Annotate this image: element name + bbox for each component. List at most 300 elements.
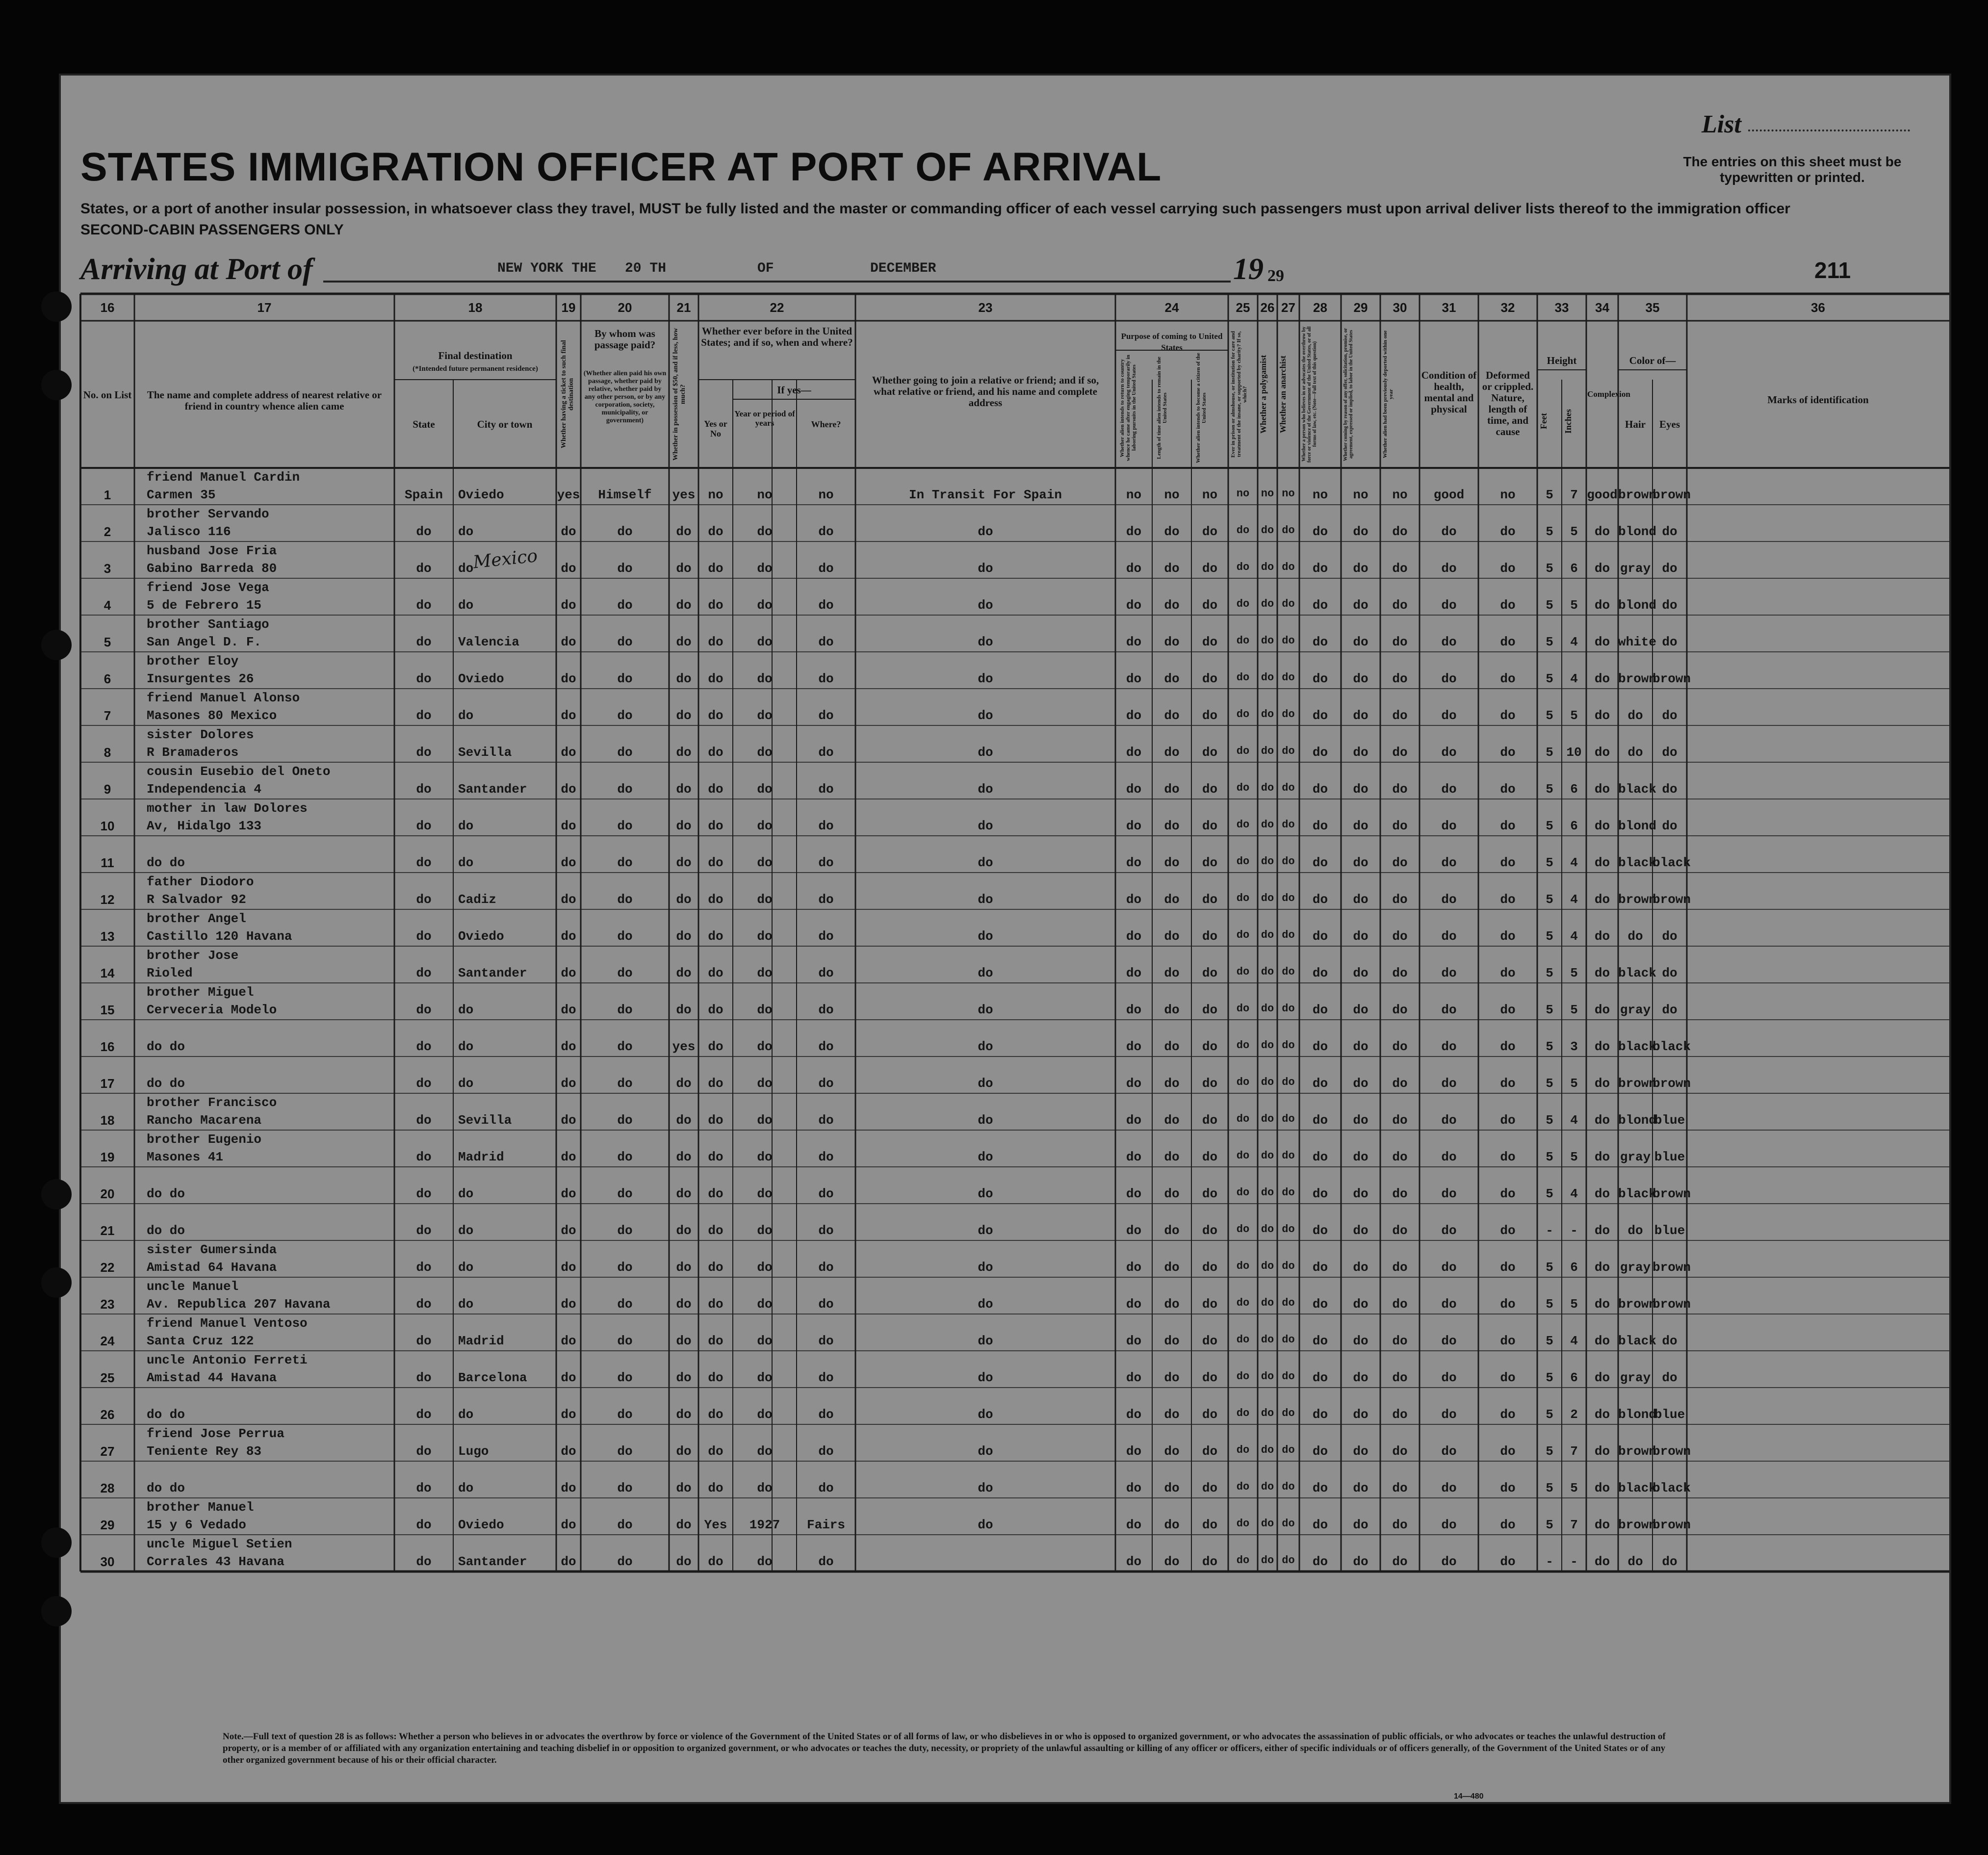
cell-inches: 6 (1570, 819, 1578, 833)
cell-inches: 5 (1570, 1150, 1578, 1164)
cell-state: do (416, 1223, 432, 1238)
relative-address: do do (147, 1223, 185, 1238)
cell-health: do (1441, 1150, 1457, 1164)
cell-where: do (818, 1444, 834, 1459)
column-number: 20 (618, 300, 632, 315)
cell-p1: do (1126, 1076, 1142, 1091)
cell-health: do (1441, 1481, 1457, 1495)
cell-hair: brown (1618, 1076, 1657, 1091)
header-eyes: Eyes (1659, 418, 1680, 430)
cell-c30: do (1392, 1039, 1408, 1054)
list-label: List (1702, 110, 1741, 138)
cell-paid: do (617, 1039, 633, 1054)
cell-join: do (978, 929, 993, 944)
cell-c30: do (1392, 708, 1408, 723)
cell-c28: do (1312, 966, 1328, 980)
cell-where: no (818, 488, 834, 502)
cell-p2: do (1164, 1334, 1180, 1348)
cell-p3: do (1202, 1334, 1218, 1348)
cell-p2: do (1164, 892, 1180, 907)
cell-fifty: do (676, 524, 692, 539)
cell-c30: do (1392, 1297, 1408, 1312)
cell-c26: do (1261, 1481, 1274, 1493)
cell-feet: 5 (1546, 745, 1553, 760)
cell-inches: 4 (1570, 1334, 1578, 1348)
cell-c30: do (1392, 1003, 1408, 1017)
header-no-on-list: No. on List (83, 389, 132, 401)
cell-c30: do (1392, 929, 1408, 944)
cell-eyes: blue (1654, 1223, 1685, 1238)
cell-p1: do (1126, 1297, 1142, 1312)
cell-state: Spain (404, 488, 443, 502)
relative-name: brother Miguel (147, 985, 254, 1000)
cell-c28: do (1312, 1039, 1328, 1054)
cell-c27: do (1282, 1481, 1295, 1493)
cell-c27: do (1282, 819, 1295, 831)
cell-before: do (708, 1039, 723, 1054)
cell-where: do (818, 1150, 834, 1164)
cell-c27: do (1282, 1334, 1295, 1346)
header-join-relative: Whether going to join a relative or friend; and if so, what relative or friend, and his name and complete address (872, 374, 1099, 409)
cell-c25: do (1236, 1444, 1250, 1456)
cell-health: do (1441, 1039, 1457, 1054)
column-number: 30 (1393, 300, 1407, 315)
cell-year: do (757, 598, 773, 613)
cell-c28: do (1312, 855, 1328, 870)
cell-p2: do (1164, 1039, 1180, 1054)
cell-p1: do (1126, 1186, 1142, 1201)
column-number: 29 (1353, 300, 1368, 315)
cell-fifty: do (676, 1003, 692, 1017)
cell-p2: do (1164, 1003, 1180, 1017)
cell-c29: do (1353, 892, 1368, 907)
cell-p1: do (1126, 1039, 1142, 1054)
cell-city: do (458, 1003, 474, 1017)
cell-feet: 5 (1546, 1150, 1553, 1164)
cell-year: do (757, 1444, 773, 1459)
cell-p2: do (1164, 708, 1180, 723)
cell-c29: do (1353, 598, 1368, 613)
cell-c26: do (1261, 561, 1274, 573)
cell-before: do (708, 1554, 723, 1569)
cell-deform: do (1500, 1481, 1516, 1495)
cell-fifty: do (676, 1481, 692, 1495)
cell-c25: do (1236, 1150, 1250, 1162)
row-number: 11 (101, 855, 114, 870)
cell-city: do (458, 708, 474, 723)
cell-where: do (818, 561, 834, 576)
cell-state: do (416, 1407, 432, 1422)
header-deported: Whether alien had been previously deported within one year (1382, 330, 1394, 459)
cell-ticket: do (561, 1444, 576, 1459)
cell-deform: do (1500, 1039, 1516, 1054)
cell-c25: do (1236, 708, 1250, 721)
cell-paid: do (617, 1518, 633, 1532)
cell-ticket: do (561, 708, 576, 723)
cell-inches: 6 (1570, 1370, 1578, 1385)
cell-p1: do (1126, 1150, 1142, 1164)
cell-before: do (708, 524, 723, 539)
cell-c26: do (1261, 708, 1274, 721)
cell-eyes: do (1662, 524, 1678, 539)
cell-p2: no (1164, 488, 1180, 502)
cell-c30: do (1392, 1076, 1408, 1091)
cell-ticket: do (561, 929, 576, 944)
cell-c25: do (1236, 1518, 1250, 1530)
cell-before: do (708, 708, 723, 723)
cell-deform: do (1500, 855, 1516, 870)
row-number: 19 (100, 1150, 115, 1164)
cell-feet: 5 (1546, 524, 1553, 539)
cell-c27: do (1282, 966, 1295, 978)
cell-p1: no (1126, 488, 1142, 502)
cell-deform: do (1500, 819, 1516, 833)
cell-p3: do (1202, 1223, 1218, 1238)
cell-hair: blond (1618, 598, 1657, 613)
cell-eyes: brown (1652, 1186, 1691, 1201)
cell-p3: do (1202, 782, 1218, 797)
row-number: 29 (100, 1518, 115, 1532)
cell-inches: - (1570, 1223, 1578, 1238)
cell-p3: do (1202, 745, 1218, 760)
cell-before: do (708, 1113, 723, 1128)
cell-feet: 5 (1546, 782, 1553, 797)
cell-where: do (818, 819, 834, 833)
cell-feet: 5 (1546, 819, 1553, 833)
cell-c28: do (1312, 1518, 1328, 1532)
cell-c28: do (1312, 745, 1328, 760)
cell-c29: do (1353, 1370, 1368, 1385)
cell-state: do (416, 745, 432, 760)
column-number: 25 (1236, 300, 1250, 315)
cell-c25: do (1236, 1113, 1250, 1125)
cell-inches: 5 (1570, 1076, 1578, 1091)
cell-city: Santander (458, 966, 527, 980)
cell-eyes: do (1662, 1003, 1678, 1017)
cell-hair: white (1618, 635, 1657, 649)
cell-feet: 5 (1546, 1297, 1553, 1312)
cell-city: Oviedo (458, 671, 504, 686)
cell-join: do (978, 1150, 993, 1164)
cell-p3: do (1202, 1554, 1218, 1569)
cell-c26: do (1261, 598, 1274, 610)
cell-c26: do (1261, 1297, 1274, 1309)
cell-paid: do (617, 708, 633, 723)
row-number: 12 (100, 892, 115, 907)
cell-year: do (757, 708, 773, 723)
cell-fifty: do (676, 1444, 692, 1459)
header-height: Height (1547, 355, 1577, 366)
cell-paid: do (617, 1186, 633, 1201)
relative-address: San Angel D. F. (147, 635, 262, 649)
cell-c25: do (1236, 819, 1250, 831)
cell-join: do (978, 819, 993, 833)
cell-c27: do (1282, 671, 1295, 684)
cell-fifty: do (676, 1150, 692, 1164)
cell-deform: do (1500, 1444, 1516, 1459)
relative-address: do do (147, 1407, 185, 1422)
cell-before: do (708, 819, 723, 833)
cell-c25: do (1236, 745, 1250, 757)
column-number: 31 (1442, 300, 1456, 315)
row-number: 17 (100, 1076, 115, 1091)
handwritten-annotation: Mexico (472, 545, 539, 573)
cell-complexion: do (1594, 561, 1610, 576)
cell-deform: do (1500, 1076, 1516, 1091)
cell-fifty: do (676, 1370, 692, 1385)
relative-name: friend Manuel Alonso (147, 691, 300, 705)
cell-year: do (757, 1407, 773, 1422)
cell-c29: do (1353, 1003, 1368, 1017)
cell-year: do (757, 1223, 773, 1238)
cell-before: do (708, 782, 723, 797)
cell-c28: do (1312, 1003, 1328, 1017)
cell-join: do (978, 855, 993, 870)
row-number: 24 (100, 1334, 115, 1348)
cell-complexion: do (1594, 524, 1610, 539)
cell-inches: - (1570, 1554, 1578, 1569)
cell-c28: do (1312, 1150, 1328, 1164)
cell-state: do (416, 524, 432, 539)
cell-ticket: do (561, 819, 576, 833)
cell-eyes: do (1662, 598, 1678, 613)
header-length-of-stay: Length of time alien intends to remain in the United States (1156, 357, 1168, 459)
cell-c30: do (1392, 1407, 1408, 1422)
cell-deform: do (1500, 1370, 1516, 1385)
cell-c27: no (1282, 488, 1295, 500)
cell-feet: 5 (1546, 855, 1553, 870)
cell-health: do (1441, 855, 1457, 870)
cell-hair: brown (1618, 1444, 1657, 1459)
cell-ticket: do (561, 1039, 576, 1054)
cell-city: do (458, 855, 474, 870)
cell-join: do (978, 1186, 993, 1201)
cell-c27: do (1282, 1150, 1295, 1162)
cell-year: do (757, 635, 773, 649)
cell-p3: do (1202, 929, 1218, 944)
cell-deform: do (1500, 1407, 1516, 1422)
cell-c30: do (1392, 1370, 1408, 1385)
cell-city: do (458, 1407, 474, 1422)
relative-address: Teniente Rey 83 (147, 1444, 262, 1459)
cell-inches: 4 (1570, 892, 1578, 907)
cell-c28: do (1312, 1260, 1328, 1275)
cell-c25: do (1236, 635, 1250, 647)
column-number: 28 (1313, 300, 1327, 315)
cell-year: do (757, 1039, 773, 1054)
cell-join (855, 1554, 1115, 1570)
cell-before: do (708, 1150, 723, 1164)
relative-address: 15 y 6 Vedado (147, 1518, 246, 1532)
cell-p1: do (1126, 1518, 1142, 1532)
column-number: 21 (676, 300, 691, 315)
cell-inches: 4 (1570, 1186, 1578, 1201)
relative-name: brother Servando (147, 507, 269, 521)
cell-c26: do (1261, 1334, 1274, 1346)
cell-health: do (1441, 1407, 1457, 1422)
port-day: 20 TH (625, 261, 667, 276)
cell-eyes: brown (1652, 1518, 1691, 1532)
cell-complexion: do (1594, 1260, 1610, 1275)
cell-paid: do (617, 1297, 633, 1312)
cell-before: do (708, 1334, 723, 1348)
cell-state: do (416, 1150, 432, 1164)
cell-eyes: do (1662, 1334, 1678, 1348)
cell-inches: 6 (1570, 1260, 1578, 1275)
cell-eyes: do (1662, 635, 1678, 649)
column-number: 33 (1554, 300, 1569, 315)
cell-c30: do (1392, 671, 1408, 686)
cell-join: do (978, 1518, 993, 1532)
cell-where: Fairs (806, 1518, 845, 1532)
cell-before: do (708, 671, 723, 686)
cell-c29: do (1353, 1113, 1368, 1128)
cell-p1: do (1126, 1113, 1142, 1128)
cell-city: do (458, 1186, 474, 1201)
row-number: 25 (100, 1370, 115, 1385)
cell-c30: do (1392, 745, 1408, 760)
header-purpose: Purpose of coming to United States (1121, 332, 1223, 352)
relative-name: uncle Antonio Ferreti (147, 1353, 308, 1367)
cell-feet: 5 (1546, 1370, 1553, 1385)
cell-ticket: do (561, 1554, 576, 1569)
cell-complexion: do (1594, 598, 1610, 613)
cell-year: do (757, 1260, 773, 1275)
cell-where: do (818, 1076, 834, 1091)
cell-c28: do (1312, 1334, 1328, 1348)
cell-c30: do (1392, 892, 1408, 907)
cell-complexion: do (1594, 1407, 1610, 1422)
column-number: 27 (1281, 300, 1295, 315)
cell-year: do (757, 819, 773, 833)
cell-p3: no (1202, 488, 1218, 502)
cell-fifty: do (676, 1407, 692, 1422)
cell-ticket: do (561, 1076, 576, 1091)
cell-c28: do (1312, 1370, 1328, 1385)
cell-deform: do (1500, 671, 1516, 686)
cell-hair: do (1627, 929, 1643, 944)
cell-join: do (978, 966, 993, 980)
cell-c29: do (1353, 929, 1368, 944)
cell-c27: do (1282, 1518, 1295, 1530)
cell-complexion: do (1594, 929, 1610, 944)
cell-p2: do (1164, 819, 1180, 833)
cell-c30: do (1392, 819, 1408, 833)
cell-year: do (757, 892, 773, 907)
cell-state: do (416, 708, 432, 723)
cell-feet: 5 (1546, 635, 1553, 649)
cell-paid: do (617, 819, 633, 833)
cell-city: do (458, 561, 474, 576)
relative-address: R Bramaderos (147, 745, 239, 760)
cell-c28: do (1312, 635, 1328, 649)
cell-health: do (1441, 635, 1457, 649)
cell-paid: do (617, 671, 633, 686)
relative-address: do do (147, 1039, 185, 1054)
cell-complexion: do (1594, 855, 1610, 870)
cell-feet: 5 (1546, 1481, 1553, 1495)
footnote: Note.—Full text of question 28 is as follows: Whether a person who believes in or advocates the overthrow by force or violence of the Government of the United States or of all forms of law, or who disbelieves in or who is opposed to organized government, or who advocates the assassination of public officials, or who advocates or teaches the unlawful destruction of property, or is a member of or affiliated with any organization entertaining and teaching disbelief in or opposition to organized government, or who advocates or teaches the duty, necessity, or propriety of the unlawful assaulting or killing of any officer or officers, either of specific individuals or of officers generally, of the Government of the United States or of any other organized government because of his or their official character. (223, 1731, 1666, 1765)
cell-health: do (1441, 1297, 1457, 1312)
cell-eyes: black (1652, 855, 1691, 870)
header-polygamist: Whether a polygamist (1259, 355, 1268, 434)
cell-eyes: do (1662, 1370, 1678, 1385)
row-number: 6 (103, 671, 111, 686)
cell-inches: 6 (1570, 782, 1578, 797)
cell-eyes: blue (1654, 1150, 1685, 1164)
cell-c26: do (1261, 524, 1274, 537)
cell-c26: do (1261, 782, 1274, 794)
cell-feet: 5 (1546, 929, 1553, 944)
cell-year: do (757, 561, 773, 576)
cell-p1: do (1126, 855, 1142, 870)
row-number: 15 (100, 1003, 115, 1017)
header-inches: Inches (1563, 409, 1573, 434)
cell-feet: 5 (1546, 1076, 1553, 1091)
cell-eyes: black (1652, 1039, 1691, 1054)
cell-c26: do (1261, 1150, 1274, 1162)
cell-complexion: good (1587, 488, 1618, 502)
typewritten-note: The entries on this sheet must be typewritten or printed. (1683, 154, 1902, 185)
cell-c27: do (1282, 708, 1295, 721)
cell-city: Lugo (458, 1444, 489, 1459)
cell-p1: do (1126, 1003, 1142, 1017)
cell-feet: 5 (1546, 708, 1553, 723)
cell-health: do (1441, 1223, 1457, 1238)
cell-c30: do (1392, 1113, 1408, 1128)
cell-c26: do (1261, 1186, 1274, 1199)
cell-where: do (818, 1554, 834, 1569)
cell-join: do (978, 561, 993, 576)
cell-p3: do (1202, 819, 1218, 833)
cell-complexion: do (1594, 671, 1610, 686)
cell-p3: do (1202, 1407, 1218, 1422)
relative-address: Amistad 64 Havana (147, 1260, 277, 1275)
cell-c30: do (1392, 1554, 1408, 1569)
cell-p2: do (1164, 855, 1180, 870)
column-number: 26 (1260, 300, 1275, 315)
cell-inches: 4 (1570, 1113, 1578, 1128)
cell-health: do (1441, 598, 1457, 613)
cell-complexion: do (1594, 1297, 1610, 1312)
row-number: 16 (100, 1039, 115, 1054)
cell-ticket: do (561, 1260, 576, 1275)
cell-inches: 4 (1570, 929, 1578, 944)
cell-paid: do (617, 1407, 633, 1422)
header-where: Where? (811, 419, 841, 429)
cell-inches: 5 (1570, 708, 1578, 723)
relative-name: brother Eugenio (147, 1132, 262, 1147)
cell-c27: do (1282, 1554, 1295, 1567)
cell-c25: do (1236, 1297, 1250, 1309)
cell-complexion: do (1594, 708, 1610, 723)
column-number: 17 (257, 300, 272, 315)
relative-address: Rioled (147, 966, 193, 980)
cell-c28: do (1312, 598, 1328, 613)
cell-c26: do (1261, 929, 1274, 941)
cell-deform: do (1500, 1003, 1516, 1017)
row-number: 22 (100, 1260, 115, 1275)
cell-feet: 5 (1546, 1113, 1553, 1128)
cell-where: do (818, 1481, 834, 1495)
cell-hair: blond (1618, 819, 1657, 833)
relative-name: friend Jose Perrua (147, 1426, 284, 1441)
cell-c26: do (1261, 1003, 1274, 1015)
header-return-intent: Whether alien intends to return to country whence he came after engaging temporarily in laboring pursuits in the United States (1119, 355, 1137, 461)
cell-where: do (818, 671, 834, 686)
cell-year: do (757, 929, 773, 944)
cell-p2: do (1164, 1260, 1180, 1275)
